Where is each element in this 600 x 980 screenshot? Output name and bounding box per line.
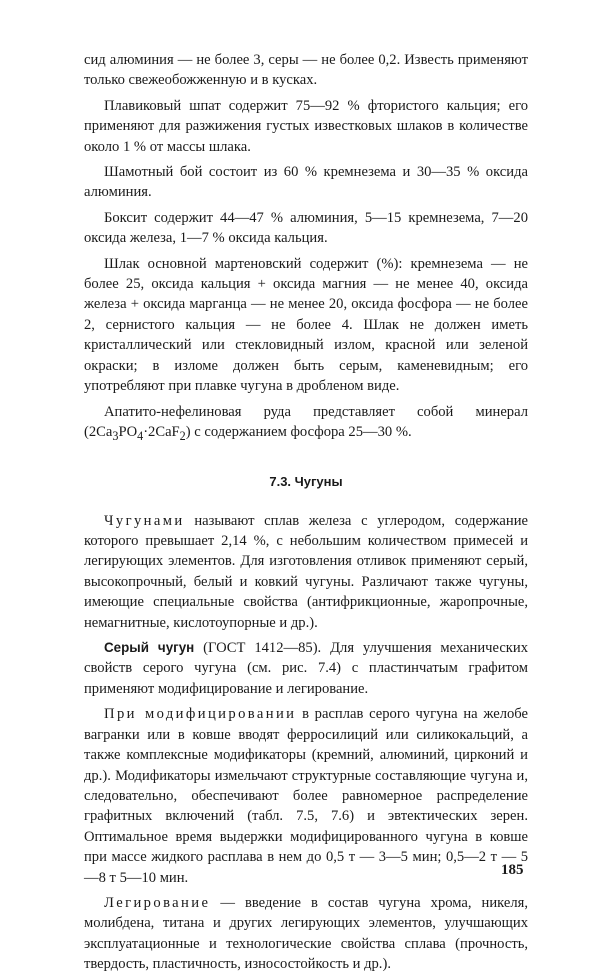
paragraph-fluorspar: Плавиковый шпат содержит 75—92 % фтористого кальция; его применяют для разжижения густых известковых шлаков в количестве около 1 % от массы шлака. [84,97,528,155]
term-alloying: Легирование [104,894,211,911]
apatite-sub-2: 4 [137,428,144,443]
apatite-sub-3: 2 [179,428,186,443]
paragraph-slag: Шлак основной мартеновский содержит (%): кремнезема — не более 25, оксида кальция + оксида магния — не менее 40, оксида железа + оксида марганца — не менее 20, оксида фосфора — не более 2, сернистого кальция — не более 4. Шлак не должен иметь кристаллический или стекловидный излом, красной или зеленой окраски; в изломе должен быть серым, каменевидным; его употребляют при плавке чугуна в дробленом виде. [84,255,528,395]
apatite-lead: Апатито-нефелиновая руда представляет собой минерал (2Ca [84,403,528,440]
gray-iron-text: (ГОСТ 1412—85). Для улучшения механических свойств серого чугуна (см. рис. 7.4) с пластинчатым графитом применяют модифицирование и легирование. [84,640,528,697]
alloying-text: — введение в состав чугуна хрома, никеля, молибдена, титана и других легирующих элементов, улучшающих эксплуатационные и технологические свойства сплава (прочность, твердость, пластичность, износостойкость и др.). [84,894,528,973]
apatite-tail: ) с содержанием фосфора 25—30 %. [185,423,412,440]
paragraph-lime: сид алюминия — не более 3, серы — не более 0,2. Известь применяют только свежеобожженную и в кусках. [84,52,528,89]
term-modification: При модифицировании [104,706,297,723]
paragraph-modification [84,704,528,888]
paragraph-cast-iron [84,511,528,633]
paragraph-alloying [84,893,528,975]
apatite-sub-1: 3 [112,428,119,443]
term-cast-iron: Чугунами [104,512,185,529]
paragraph-fireclay: Шамотный бой состоит из 60 % кремнезема и 30—35 % оксида алюминия. [84,164,528,201]
cast-iron-text: называют сплав железа с углеродом, содержание которого превышает 2,14 %, с небольшим количеством примесей и легирующих элементов. Для изготовления отливок применяют серый, высокопрочный, белый и ковкий чугуны. Различают также чугуны, имеющие специальные свойства (антифрикционные, жаропрочные, немагнитные, кислотоупорные и др.). [84,512,528,631]
paragraph-apatite [84,402,528,447]
page-number: 185 [501,862,524,878]
page-body-text [84,50,528,980]
apatite-mid-1: PO [118,423,138,440]
paragraph-bauxite: Боксит содержит 44—47 % алюминия, 5—15 кремнезема, 7—20 оксида железа, 1—7 % оксида кальция. [84,209,528,247]
modification-text: в расплав серого чугуна на желобе вагранки или в ковше вводят ферросилиций или силикокальций, а также комплексные модификаторы (кремний, алюминий, цирконий и др.). Модификаторы измельчают структурные составляющие чугуна и, следовательно, обеспечивают более равномерное распределение графитных включений (табл. 7.5, 7.6) и эвтектических зерен. Оптимальное время выдержки модифицированного чугуна в ковше при массе жидкого расплава в нем до 0,5 т — 3—5 мин; 0,5—2 т — 5—8 т 5—10 мин. [84,706,529,886]
paragraph-gray-iron [84,638,528,699]
section-heading: 7.3. Чугуны [269,474,343,490]
apatite-mid-2: ·2CaF [143,423,180,440]
term-gray-iron: Серый чугун [104,640,195,656]
